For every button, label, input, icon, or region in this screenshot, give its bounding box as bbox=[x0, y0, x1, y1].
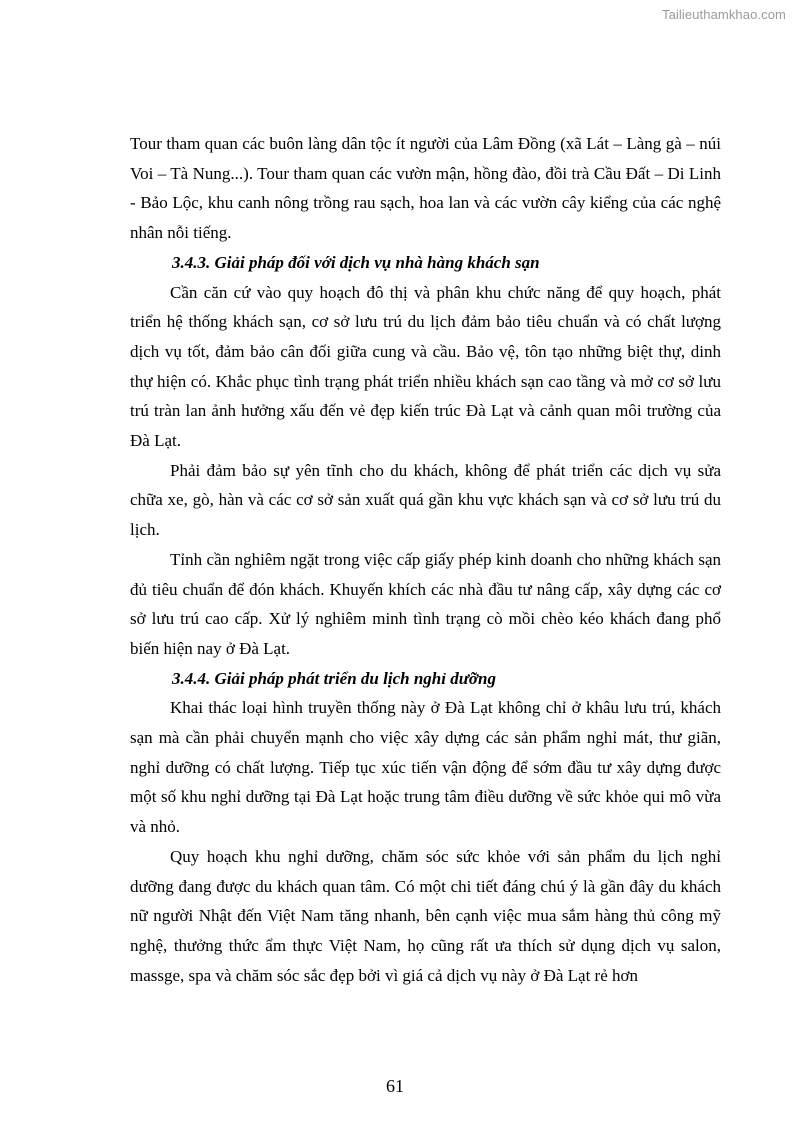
document-body bbox=[130, 129, 721, 990]
section-heading-3-4-4: 3.4.4. Giải pháp phát triển du lịch nghỉ dưỡng bbox=[172, 668, 496, 688]
paragraph-business-license: Tỉnh cần nghiêm ngặt trong việc cấp giấy phép kinh doanh cho những khách sạn đủ tiêu chuẩn để đón khách. Khuyến khích các nhà đầu tư nâng cấp, xây dựng các cơ sở lưu trú cao cấp. Xử lý nghiêm minh tình trạng cò mồi chèo kéo khách đang phổ biến hiện nay ở Đà Lạt. bbox=[130, 549, 721, 658]
section-heading-3-4-3: 3.4.3. Giải pháp đối với dịch vụ nhà hàng khách sạn bbox=[172, 252, 540, 272]
watermark-text: Tailieuthamkhao.com bbox=[661, 7, 786, 22]
paragraph-health-care-planning: Quy hoạch khu nghỉ dưỡng, chăm sóc sức khỏe với sản phẩm du lịch nghỉ dưỡng đang được du khách quan tâm. Có một chi tiết đáng chú ý là gần đây du khách nữ người Nhật đến Việt Nam tăng nhanh, bên cạnh việc mua sắm hàng thủ công mỹ nghệ, thưởng thức ẩm thực Việt Nam, họ cũng rất ưa thích sử dụng dịch vụ salon, massge, spa và chăm sóc sắc đẹp bởi vì giá cả dịch vụ này ở Đà Lạt rẻ hơn bbox=[130, 846, 721, 985]
paragraph-hotel-planning: Cần căn cứ vào quy hoạch đô thị và phân khu chức năng để quy hoạch, phát triển hệ thống khách sạn, cơ sở lưu trú du lịch đảm bảo tiêu chuẩn và có chất lượng dịch vụ tốt, đảm bảo cân đối giữa cung và cầu. Bảo vệ, tôn tạo những biệt thự, dinh thự hiện có. Khắc phục tình trạng phát triển nhiều khách sạn cao tầng và mở cơ sở lưu trú tràn lan ảnh hưởng xấu đến vẻ đẹp kiến trúc Đà Lạt và cảnh quan môi trường của Đà Lạt. bbox=[130, 282, 721, 451]
page-number: 61 bbox=[386, 1076, 404, 1096]
paragraph-resort-tourism: Khai thác loại hình truyền thống này ở Đà Lạt không chỉ ở khâu lưu trú, khách sạn mà cần phải chuyển mạnh cho việc xây dựng các sản phẩm nghỉ mát, thư giãn, nghỉ dưỡng có chất lượng. Tiếp tục xúc tiến vận động để sớm đầu tư xây dựng được một số khu nghỉ dưỡng tại Đà Lạt hoặc trung tâm điều dưỡng về sức khỏe qui mô vừa và nhỏ. bbox=[130, 698, 721, 837]
paragraph-quiet-environment: Phải đảm bảo sự yên tĩnh cho du khách, không để phát triển các dịch vụ sửa chữa xe, gò, hàn và các cơ sở sản xuất quá gần khu vực khách sạn và cơ sở lưu trú du lịch. bbox=[130, 460, 721, 540]
paragraph-tour-intro: Tour tham quan các buôn làng dân tộc ít người của Lâm Đồng (xã Lát – Làng gà – núi Voi – Tà Nung...). Tour tham quan các vườn mận, hồng đào, đồi trà Cầu Đất – Di Linh - Bảo Lộc, khu canh nông trồng rau sạch, hoa lan và các vườn cây kiểng của các nghệ nhân nỗi tiếng. bbox=[130, 134, 721, 243]
